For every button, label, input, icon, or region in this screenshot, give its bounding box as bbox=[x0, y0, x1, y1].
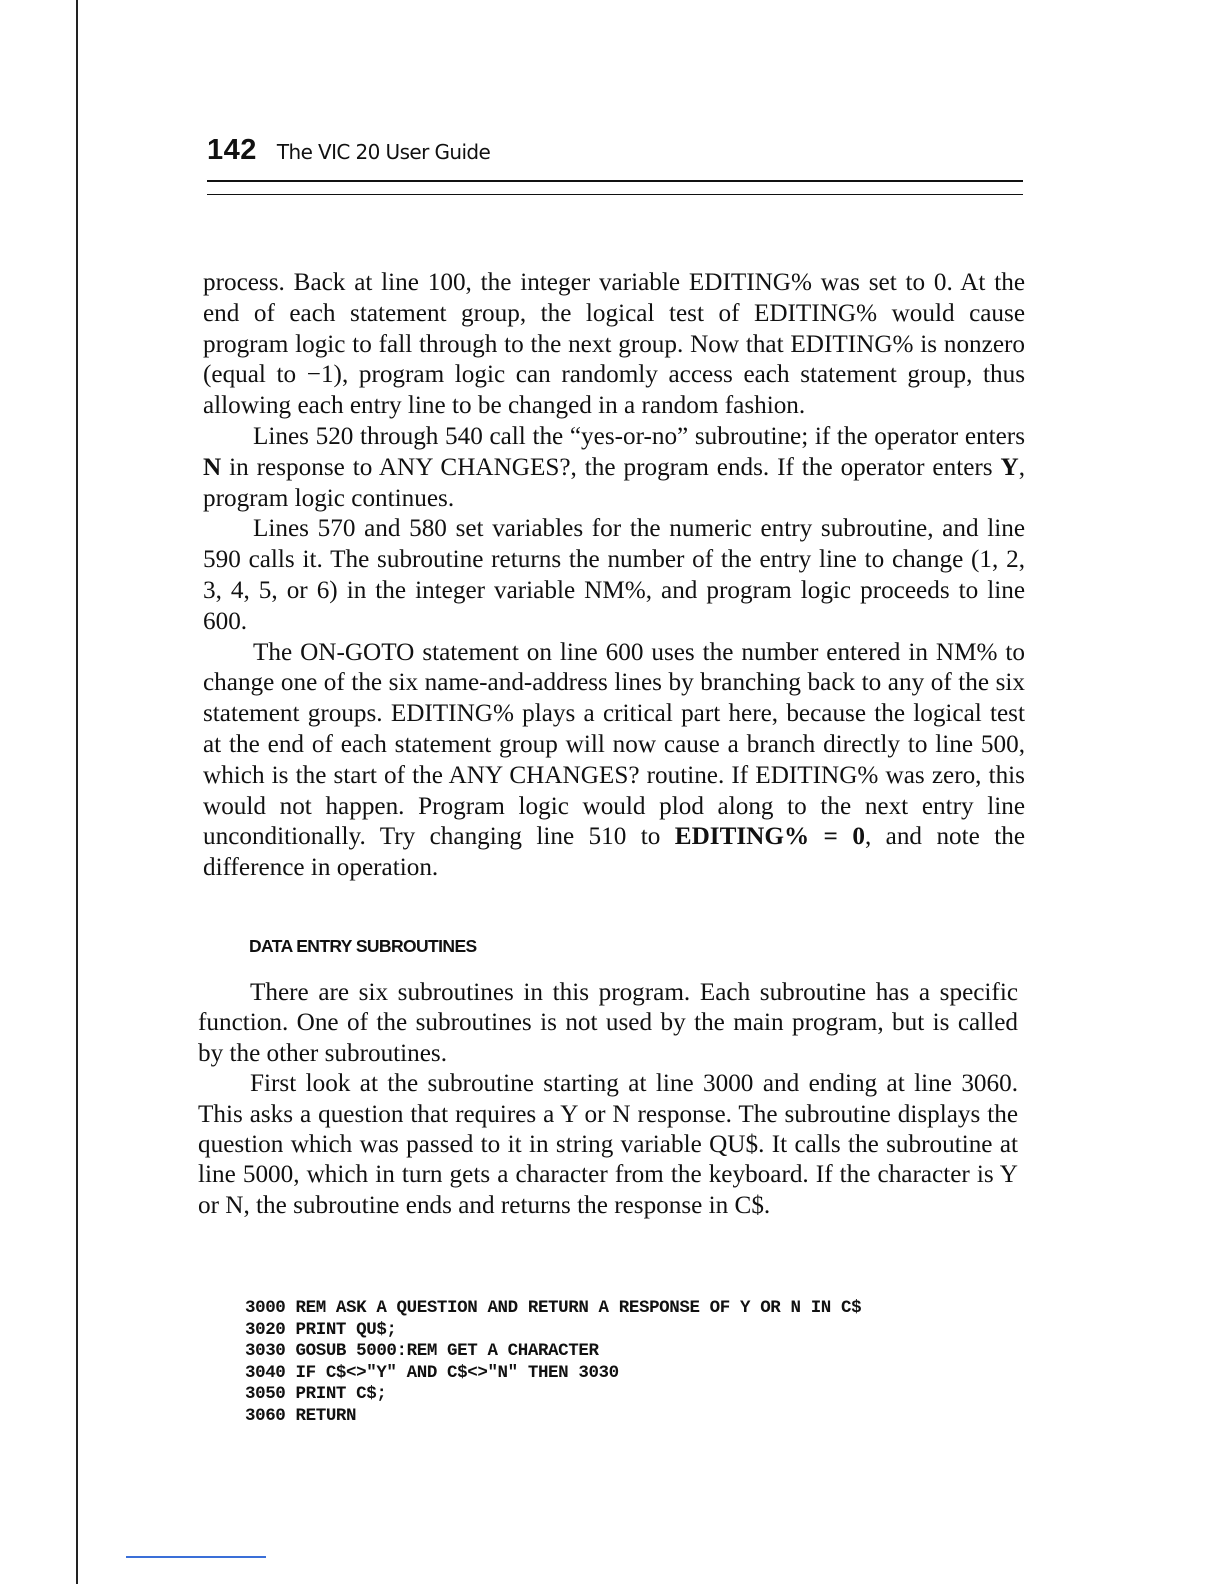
editing-assignment: EDITING% = 0 bbox=[674, 823, 865, 851]
text-run: , program logic continues. bbox=[203, 453, 1025, 512]
paragraph-4-tail: , and note the difference in operation. bbox=[203, 823, 1025, 882]
paragraph-3: Lines 570 and 580 set variables for the numeric entry subroutine, and line 590 calls it. The subroutine returns the number of the entry line to change (1, 2, 3, 4, 5, or 6) in the integer variable NM%, and program logic proceeds to line 600. bbox=[203, 515, 1025, 635]
header-rule-thin bbox=[207, 194, 1023, 195]
section-paragraph-1: There are six subroutines in this program. Each subroutine has a specific function. One of the subroutines is not used by the main program, but is called by the other subroutines. bbox=[198, 979, 1018, 1067]
text-run: in response to ANY CHANGES?, the program ends. If the operator enters bbox=[221, 453, 1001, 481]
paragraph-4-text: The ON-GOTO statement on line 600 uses the number entered in NM% to change one of the six name-and-address lines by branching back to any of the six statement groups. EDITING% plays a critical part here, because the logical test at the end of each statement group will now cause a branch directly to line 500, which is the start of the ANY CHANGES? routine. If EDITING% was zero, this would not happen. Program logic would plod along to the next entry line unconditionally. Try changing line 510 to bbox=[203, 638, 1025, 851]
code-line: 3030 GOSUB 5000:REM GET A CHARACTER bbox=[245, 1341, 599, 1362]
code-listing bbox=[245, 1298, 861, 1428]
paragraph-2-text bbox=[203, 423, 1025, 512]
text-run: Lines 520 through 540 call the “yes-or-no” subroutine; if the operator enters bbox=[253, 422, 1025, 450]
body-text-top bbox=[203, 268, 1025, 884]
page-number: 142 bbox=[207, 134, 257, 166]
code-line: 3050 PRINT C$; bbox=[245, 1384, 387, 1405]
bottom-margin-mark bbox=[126, 1556, 266, 1558]
paragraph-2 bbox=[203, 422, 1025, 514]
paragraph-1: process. Back at line 100, the integer variable EDITING% was set to 0. At the end of each statement group, the logical test of EDITING% would cause program logic to fall through to the next group. Now that EDITING% is nonzero (equal to −1), program logic can randomly access each statement group, thus allowing each entry line to be changed in a random fashion. bbox=[203, 269, 1025, 420]
body-text-bottom bbox=[198, 978, 1018, 1221]
bold-key-letter: Y bbox=[1000, 453, 1019, 481]
header-rule-thick bbox=[207, 180, 1023, 182]
bold-key-letter: N bbox=[203, 453, 222, 481]
code-line: 3000 REM ASK A QUESTION AND RETURN A RESPONSE OF Y OR N IN C$ bbox=[245, 1298, 862, 1318]
paragraph-4 bbox=[203, 638, 1025, 884]
running-title: The VIC 20 User Guide bbox=[276, 140, 491, 164]
code-line: 3060 RETURN bbox=[245, 1405, 357, 1426]
gutter-scan-line bbox=[76, 0, 78, 1584]
page-header bbox=[207, 134, 1023, 167]
code-line: 3040 IF C$<>"Y" AND C$<>"N" THEN 3030 bbox=[245, 1362, 619, 1383]
section-paragraph-2: First look at the subroutine starting at line 3000 and ending at line 3060. This asks a question that requires a Y or N response. The subroutine displays the question which was passed to it in string variable QU$. It calls the subroutine at line 5000, which in turn gets a character from the keyboard. If the character is Y or N, the subroutine ends and returns the response in C$. bbox=[198, 1070, 1018, 1219]
code-line: 3020 PRINT QU$; bbox=[245, 1319, 397, 1340]
section-heading: DATA ENTRY SUBROUTINES bbox=[249, 936, 477, 956]
